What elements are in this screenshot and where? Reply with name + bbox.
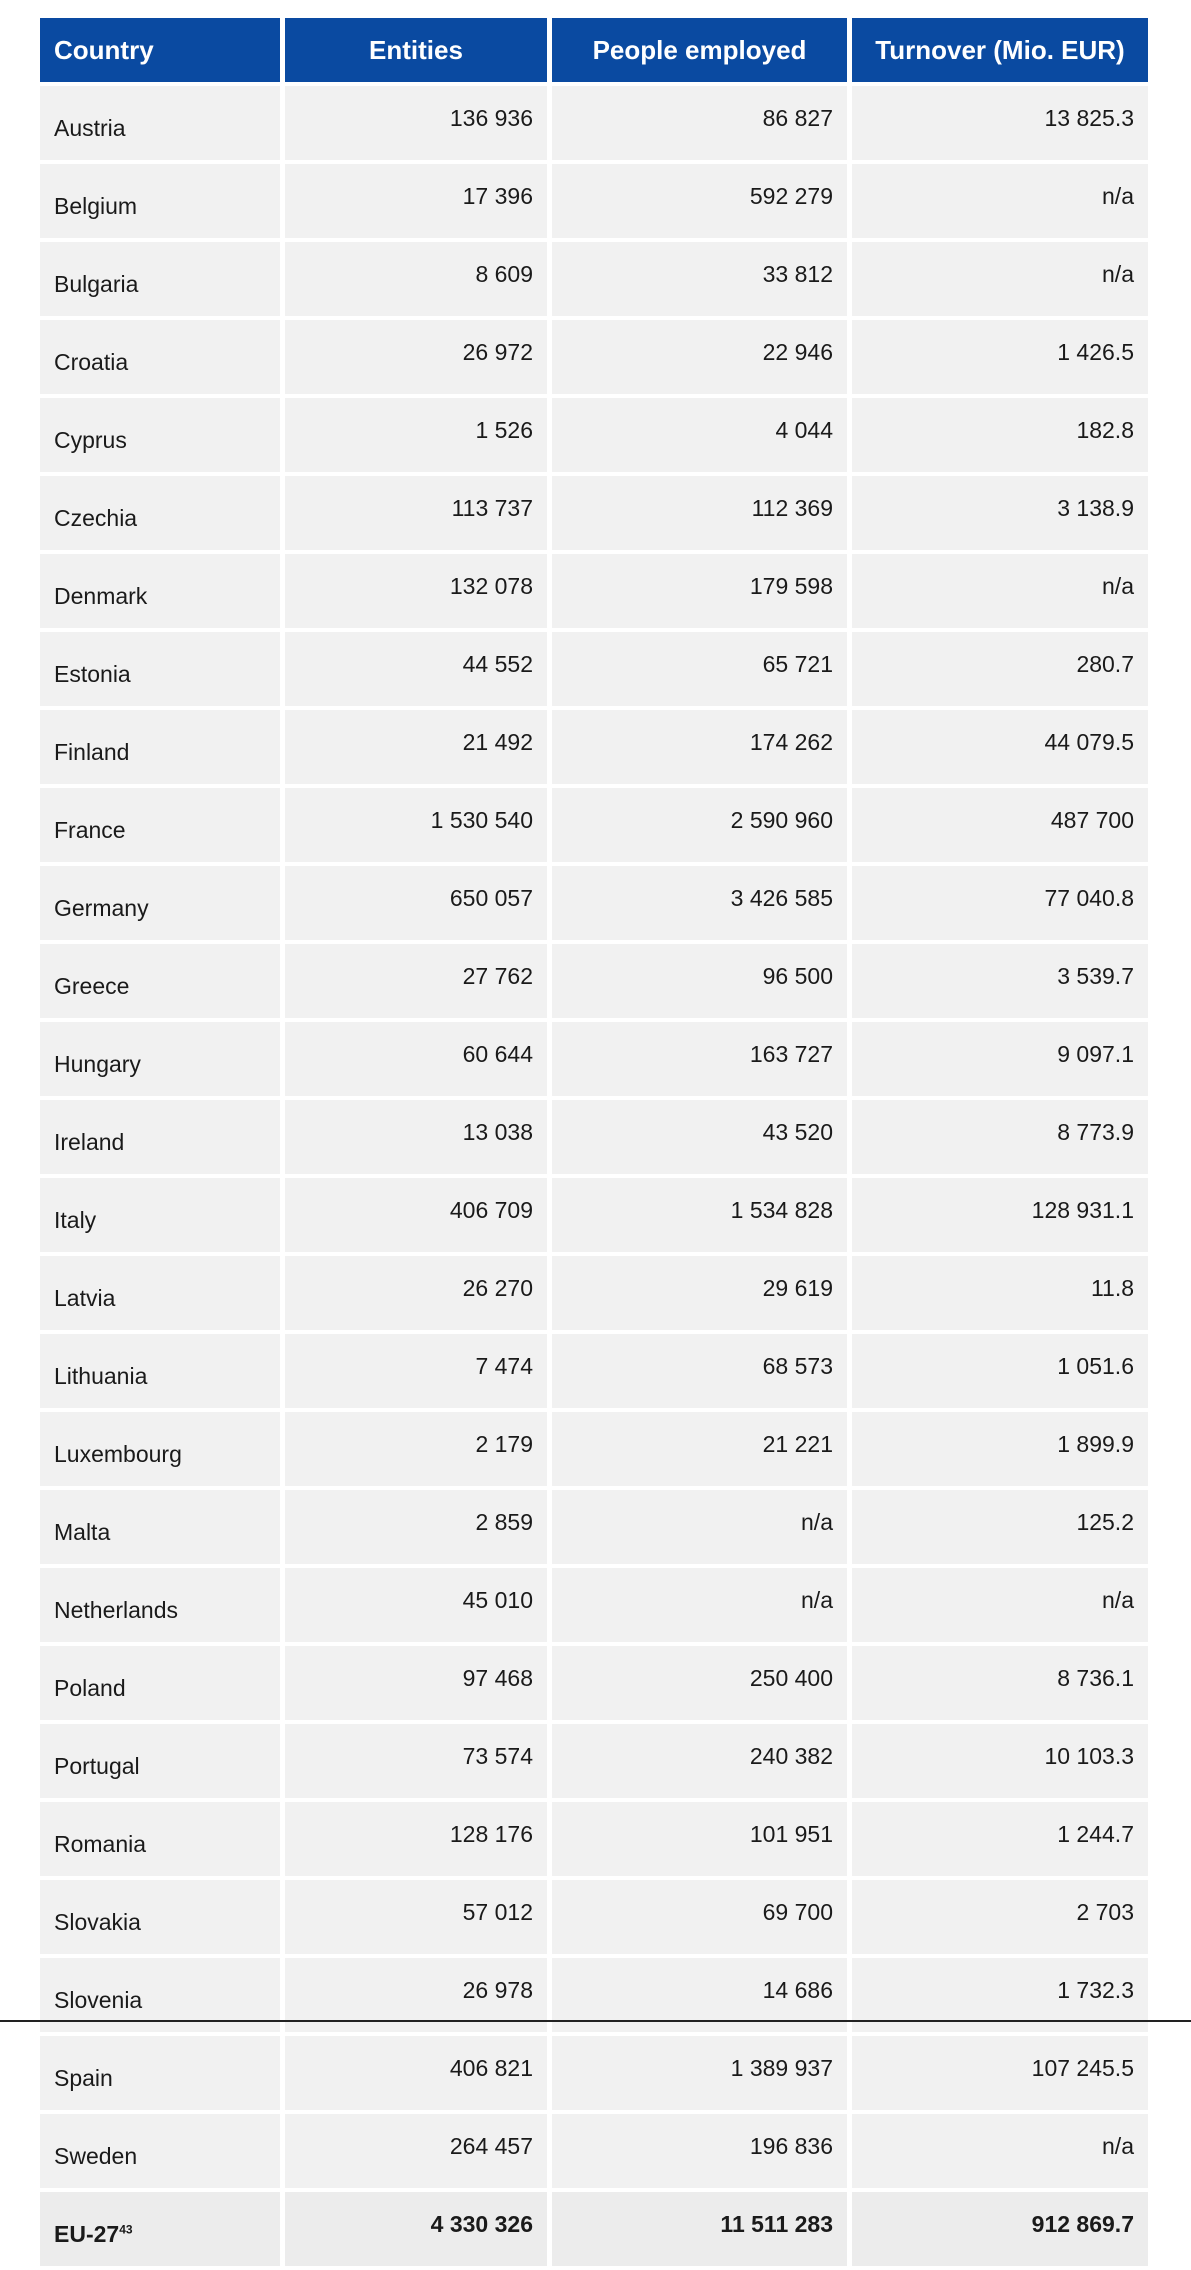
country-cell: Slovenia xyxy=(40,1958,280,2032)
country-cell: Germany xyxy=(40,866,280,940)
table-row xyxy=(40,1412,1148,1486)
total-country-cell xyxy=(40,2192,280,2266)
turnover-cell: n/a xyxy=(852,164,1148,238)
entities-cell: 2 179 xyxy=(285,1412,547,1486)
turnover-cell: 487 700 xyxy=(852,788,1148,862)
employed-cell: 14 686 xyxy=(552,1958,847,2032)
table-row xyxy=(40,710,1148,784)
table-row xyxy=(40,2036,1148,2110)
employed-cell: 112 369 xyxy=(552,476,847,550)
entities-cell: 26 978 xyxy=(285,1958,547,2032)
turnover-cell: 9 097.1 xyxy=(852,1022,1148,1096)
country-cell: Slovakia xyxy=(40,1880,280,1954)
employed-cell: 4 044 xyxy=(552,398,847,472)
country-cell: Luxembourg xyxy=(40,1412,280,1486)
entities-cell: 13 038 xyxy=(285,1100,547,1174)
employed-cell: 29 619 xyxy=(552,1256,847,1330)
employed-cell: 240 382 xyxy=(552,1724,847,1798)
table-row xyxy=(40,164,1148,238)
total-employed-cell: 11 511 283 xyxy=(552,2192,847,2266)
entities-cell: 60 644 xyxy=(285,1022,547,1096)
table-row xyxy=(40,1724,1148,1798)
entities-cell: 73 574 xyxy=(285,1724,547,1798)
bottom-divider xyxy=(0,2020,1191,2022)
country-cell: Netherlands xyxy=(40,1568,280,1642)
table-row xyxy=(40,788,1148,862)
table-row xyxy=(40,242,1148,316)
turnover-cell: 10 103.3 xyxy=(852,1724,1148,1798)
turnover-cell: 1 244.7 xyxy=(852,1802,1148,1876)
country-cell: Lithuania xyxy=(40,1334,280,1408)
country-cell: Hungary xyxy=(40,1022,280,1096)
employed-cell: 1 534 828 xyxy=(552,1178,847,1252)
employed-cell: 33 812 xyxy=(552,242,847,316)
entities-cell: 406 709 xyxy=(285,1178,547,1252)
country-cell: Bulgaria xyxy=(40,242,280,316)
table-row xyxy=(40,320,1148,394)
country-cell: Latvia xyxy=(40,1256,280,1330)
entities-cell: 2 859 xyxy=(285,1490,547,1564)
employed-cell: 22 946 xyxy=(552,320,847,394)
table-row xyxy=(40,1646,1148,1720)
total-turnover-cell: 912 869.7 xyxy=(852,2192,1148,2266)
header-people-employed: People employed xyxy=(552,18,847,82)
employed-cell: 1 389 937 xyxy=(552,2036,847,2110)
country-cell: Italy xyxy=(40,1178,280,1252)
table-row xyxy=(40,1802,1148,1876)
turnover-cell: 77 040.8 xyxy=(852,866,1148,940)
entities-cell: 650 057 xyxy=(285,866,547,940)
employed-cell: 43 520 xyxy=(552,1100,847,1174)
entities-cell: 17 396 xyxy=(285,164,547,238)
employed-cell: 250 400 xyxy=(552,1646,847,1720)
turnover-cell: 1 051.6 xyxy=(852,1334,1148,1408)
turnover-cell: 280.7 xyxy=(852,632,1148,706)
turnover-cell: 3 539.7 xyxy=(852,944,1148,1018)
table-row xyxy=(40,1568,1148,1642)
turnover-cell: 1 899.9 xyxy=(852,1412,1148,1486)
country-cell: Czechia xyxy=(40,476,280,550)
table-row xyxy=(40,2114,1148,2188)
employed-cell: 196 836 xyxy=(552,2114,847,2188)
header-entities: Entities xyxy=(285,18,547,82)
total-row xyxy=(40,2192,1148,2266)
data-table-container xyxy=(40,18,1149,2270)
country-cell: Cyprus xyxy=(40,398,280,472)
country-cell: Belgium xyxy=(40,164,280,238)
employed-cell: 174 262 xyxy=(552,710,847,784)
turnover-cell: 107 245.5 xyxy=(852,2036,1148,2110)
employed-cell: 96 500 xyxy=(552,944,847,1018)
employed-cell: n/a xyxy=(552,1490,847,1564)
entities-cell: 27 762 xyxy=(285,944,547,1018)
entities-cell: 57 012 xyxy=(285,1880,547,1954)
turnover-cell: 13 825.3 xyxy=(852,86,1148,160)
country-cell: Sweden xyxy=(40,2114,280,2188)
country-cell: France xyxy=(40,788,280,862)
entities-cell: 8 609 xyxy=(285,242,547,316)
country-cell: Portugal xyxy=(40,1724,280,1798)
country-cell: Croatia xyxy=(40,320,280,394)
turnover-cell: n/a xyxy=(852,554,1148,628)
table-row xyxy=(40,866,1148,940)
table-row xyxy=(40,1334,1148,1408)
turnover-cell: 1 732.3 xyxy=(852,1958,1148,2032)
entities-cell: 264 457 xyxy=(285,2114,547,2188)
country-cell: Estonia xyxy=(40,632,280,706)
entities-cell: 21 492 xyxy=(285,710,547,784)
employed-cell: 68 573 xyxy=(552,1334,847,1408)
turnover-cell: 125.2 xyxy=(852,1490,1148,1564)
entities-cell: 132 078 xyxy=(285,554,547,628)
country-cell: Poland xyxy=(40,1646,280,1720)
employed-cell: n/a xyxy=(552,1568,847,1642)
table-row xyxy=(40,476,1148,550)
total-entities-cell: 4 330 326 xyxy=(285,2192,547,2266)
turnover-cell: 11.8 xyxy=(852,1256,1148,1330)
header-country: Country xyxy=(40,18,280,82)
entities-cell: 7 474 xyxy=(285,1334,547,1408)
turnover-cell: 44 079.5 xyxy=(852,710,1148,784)
employed-cell: 101 951 xyxy=(552,1802,847,1876)
table-row xyxy=(40,86,1148,160)
employed-cell: 65 721 xyxy=(552,632,847,706)
employed-cell: 592 279 xyxy=(552,164,847,238)
table-row xyxy=(40,1100,1148,1174)
table-row xyxy=(40,554,1148,628)
turnover-cell: 8 773.9 xyxy=(852,1100,1148,1174)
entities-cell: 406 821 xyxy=(285,2036,547,2110)
turnover-cell: n/a xyxy=(852,2114,1148,2188)
employed-cell: 21 221 xyxy=(552,1412,847,1486)
entities-cell: 45 010 xyxy=(285,1568,547,1642)
turnover-cell: 3 138.9 xyxy=(852,476,1148,550)
table-row xyxy=(40,1490,1148,1564)
country-cell: Austria xyxy=(40,86,280,160)
entities-cell: 26 270 xyxy=(285,1256,547,1330)
entities-cell: 44 552 xyxy=(285,632,547,706)
employed-cell: 3 426 585 xyxy=(552,866,847,940)
table-row xyxy=(40,1256,1148,1330)
turnover-cell: 182.8 xyxy=(852,398,1148,472)
country-statistics-table xyxy=(35,14,1153,2270)
turnover-cell: 128 931.1 xyxy=(852,1178,1148,1252)
turnover-cell: 1 426.5 xyxy=(852,320,1148,394)
table-row xyxy=(40,944,1148,1018)
employed-cell: 163 727 xyxy=(552,1022,847,1096)
turnover-cell: n/a xyxy=(852,1568,1148,1642)
country-cell: Spain xyxy=(40,2036,280,2110)
turnover-cell: n/a xyxy=(852,242,1148,316)
table-header-row xyxy=(40,18,1148,82)
turnover-cell: 8 736.1 xyxy=(852,1646,1148,1720)
footnote-marker: 43 xyxy=(119,2221,133,2236)
employed-cell: 69 700 xyxy=(552,1880,847,1954)
table-row xyxy=(40,632,1148,706)
table-row xyxy=(40,1178,1148,1252)
entities-cell: 26 972 xyxy=(285,320,547,394)
total-label: EU-27 xyxy=(54,2220,120,2247)
entities-cell: 1 530 540 xyxy=(285,788,547,862)
table-row xyxy=(40,1022,1148,1096)
country-cell: Malta xyxy=(40,1490,280,1564)
country-cell: Greece xyxy=(40,944,280,1018)
table-row xyxy=(40,1880,1148,1954)
country-cell: Ireland xyxy=(40,1100,280,1174)
entities-cell: 1 526 xyxy=(285,398,547,472)
employed-cell: 2 590 960 xyxy=(552,788,847,862)
country-cell: Denmark xyxy=(40,554,280,628)
header-turnover: Turnover (Mio. EUR) xyxy=(852,18,1148,82)
table-row xyxy=(40,398,1148,472)
entities-cell: 97 468 xyxy=(285,1646,547,1720)
entities-cell: 128 176 xyxy=(285,1802,547,1876)
country-cell: Finland xyxy=(40,710,280,784)
entities-cell: 113 737 xyxy=(285,476,547,550)
employed-cell: 179 598 xyxy=(552,554,847,628)
employed-cell: 86 827 xyxy=(552,86,847,160)
country-cell: Romania xyxy=(40,1802,280,1876)
turnover-cell: 2 703 xyxy=(852,1880,1148,1954)
entities-cell: 136 936 xyxy=(285,86,547,160)
